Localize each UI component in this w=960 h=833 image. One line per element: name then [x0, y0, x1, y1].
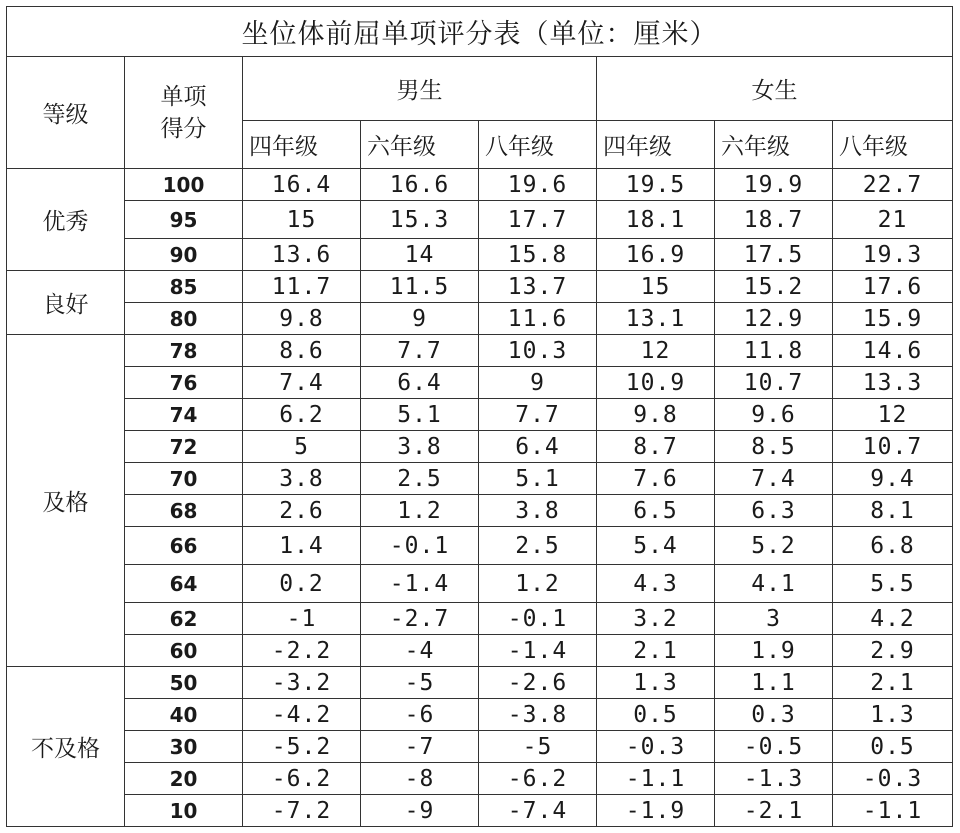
value-cell: 7.7 [479, 399, 597, 431]
table-row [7, 635, 953, 667]
value-cell: 7.4 [243, 367, 361, 399]
value-cell: -5 [479, 731, 597, 763]
level-cell: 及格 [7, 335, 125, 667]
value-cell: 11.5 [361, 271, 479, 303]
table-row [7, 527, 953, 565]
table-title: 坐位体前屈单项评分表（单位：厘米） [7, 7, 953, 57]
level-cell: 良好 [7, 271, 125, 335]
table-row [7, 795, 953, 827]
score-cell: 68 [125, 495, 243, 527]
value-cell: 1.4 [243, 527, 361, 565]
score-cell: 60 [125, 635, 243, 667]
value-cell: 2.5 [479, 527, 597, 565]
value-cell: 3.8 [479, 495, 597, 527]
score-cell: 10 [125, 795, 243, 827]
table-row [7, 271, 953, 303]
value-cell: 13.7 [479, 271, 597, 303]
value-cell: 0.2 [243, 565, 361, 603]
value-cell: 16.9 [597, 239, 715, 271]
value-cell: 0.5 [833, 731, 953, 763]
value-cell: -0.3 [833, 763, 953, 795]
value-cell: 5.5 [833, 565, 953, 603]
value-cell: -0.1 [361, 527, 479, 565]
score-cell: 85 [125, 271, 243, 303]
value-cell: -5 [361, 667, 479, 699]
value-cell: 6.5 [597, 495, 715, 527]
value-cell: 11.7 [243, 271, 361, 303]
value-cell: 5.4 [597, 527, 715, 565]
header-level: 等级 [7, 57, 125, 169]
value-cell: 19.6 [479, 169, 597, 201]
value-cell: 15.9 [833, 303, 953, 335]
score-cell: 78 [125, 335, 243, 367]
value-cell: 4.1 [715, 565, 833, 603]
value-cell: 8.7 [597, 431, 715, 463]
header-grade-male-8: 八年级 [479, 121, 597, 169]
value-cell: -7.2 [243, 795, 361, 827]
value-cell: 7.4 [715, 463, 833, 495]
score-cell: 66 [125, 527, 243, 565]
value-cell: 8.1 [833, 495, 953, 527]
value-cell: -5.2 [243, 731, 361, 763]
value-cell: -2.1 [715, 795, 833, 827]
value-cell: -2.7 [361, 603, 479, 635]
score-cell: 20 [125, 763, 243, 795]
value-cell: 11.8 [715, 335, 833, 367]
table-row [7, 763, 953, 795]
table-body [7, 169, 953, 827]
value-cell: 5 [243, 431, 361, 463]
value-cell: -1.1 [833, 795, 953, 827]
value-cell: 17.7 [479, 201, 597, 239]
value-cell: 7.7 [361, 335, 479, 367]
value-cell: -0.1 [479, 603, 597, 635]
value-cell: -2.6 [479, 667, 597, 699]
score-table-document [6, 6, 953, 827]
table-row [7, 431, 953, 463]
table-row [7, 303, 953, 335]
header-grade-male-6: 六年级 [361, 121, 479, 169]
header-grade-female-8: 八年级 [833, 121, 953, 169]
value-cell: 12 [833, 399, 953, 431]
header-female: 女生 [597, 57, 953, 121]
value-cell: -6.2 [243, 763, 361, 795]
value-cell: -8 [361, 763, 479, 795]
value-cell: 3.8 [361, 431, 479, 463]
value-cell: 11.6 [479, 303, 597, 335]
score-cell: 100 [125, 169, 243, 201]
value-cell: 5.1 [361, 399, 479, 431]
header-grade-female-4: 四年级 [597, 121, 715, 169]
value-cell: 1.3 [597, 667, 715, 699]
score-cell: 40 [125, 699, 243, 731]
score-cell: 50 [125, 667, 243, 699]
value-cell: 13.6 [243, 239, 361, 271]
value-cell: 2.1 [597, 635, 715, 667]
value-cell: -4 [361, 635, 479, 667]
score-cell: 62 [125, 603, 243, 635]
header-score: 单项得分 [125, 57, 243, 169]
value-cell: 5.2 [715, 527, 833, 565]
value-cell: 22.7 [833, 169, 953, 201]
value-cell: -4.2 [243, 699, 361, 731]
value-cell: 17.5 [715, 239, 833, 271]
value-cell: 6.4 [479, 431, 597, 463]
value-cell: 21 [833, 201, 953, 239]
value-cell: 15 [243, 201, 361, 239]
value-cell: -7 [361, 731, 479, 763]
score-cell: 30 [125, 731, 243, 763]
value-cell: 9 [361, 303, 479, 335]
value-cell: 16.6 [361, 169, 479, 201]
table-row [7, 603, 953, 635]
value-cell: 2.6 [243, 495, 361, 527]
table-row [7, 399, 953, 431]
score-cell: 90 [125, 239, 243, 271]
level-cell: 不及格 [7, 667, 125, 827]
table-row [7, 201, 953, 239]
header-grade-male-4: 四年级 [243, 121, 361, 169]
value-cell: -6.2 [479, 763, 597, 795]
value-cell: 10.7 [833, 431, 953, 463]
value-cell: 6.2 [243, 399, 361, 431]
value-cell: 10.9 [597, 367, 715, 399]
value-cell: 9.6 [715, 399, 833, 431]
table-row [7, 367, 953, 399]
header-male: 男生 [243, 57, 597, 121]
value-cell: -1.1 [597, 763, 715, 795]
value-cell: 19.5 [597, 169, 715, 201]
value-cell: 6.3 [715, 495, 833, 527]
value-cell: 9.8 [243, 303, 361, 335]
value-cell: 18.1 [597, 201, 715, 239]
value-cell: 15.2 [715, 271, 833, 303]
level-cell: 优秀 [7, 169, 125, 271]
value-cell: -0.5 [715, 731, 833, 763]
table-row [7, 699, 953, 731]
table-row [7, 239, 953, 271]
value-cell: 12 [597, 335, 715, 367]
score-cell: 80 [125, 303, 243, 335]
value-cell: -3.8 [479, 699, 597, 731]
value-cell: -9 [361, 795, 479, 827]
value-cell: 15.8 [479, 239, 597, 271]
value-cell: 1.2 [479, 565, 597, 603]
table-row [7, 169, 953, 201]
value-cell: 4.2 [833, 603, 953, 635]
value-cell: 6.8 [833, 527, 953, 565]
table-row [7, 731, 953, 763]
header-grade-female-6: 六年级 [715, 121, 833, 169]
table-row [7, 463, 953, 495]
value-cell: -1.4 [361, 565, 479, 603]
value-cell: 19.9 [715, 169, 833, 201]
value-cell: 13.3 [833, 367, 953, 399]
value-cell: 13.1 [597, 303, 715, 335]
table-row [7, 335, 953, 367]
value-cell: 0.5 [597, 699, 715, 731]
value-cell: 8.5 [715, 431, 833, 463]
value-cell: 17.6 [833, 271, 953, 303]
value-cell: 15.3 [361, 201, 479, 239]
value-cell: -0.3 [597, 731, 715, 763]
score-cell: 74 [125, 399, 243, 431]
value-cell: 6.4 [361, 367, 479, 399]
score-cell: 64 [125, 565, 243, 603]
value-cell: 1.1 [715, 667, 833, 699]
score-table [6, 6, 953, 827]
value-cell: -7.4 [479, 795, 597, 827]
value-cell: 5.1 [479, 463, 597, 495]
value-cell: 1.2 [361, 495, 479, 527]
value-cell: 7.6 [597, 463, 715, 495]
value-cell: -3.2 [243, 667, 361, 699]
value-cell: -1.9 [597, 795, 715, 827]
value-cell: 9 [479, 367, 597, 399]
value-cell: 15 [597, 271, 715, 303]
value-cell: 3.8 [243, 463, 361, 495]
value-cell: 4.3 [597, 565, 715, 603]
value-cell: -1 [243, 603, 361, 635]
value-cell: 19.3 [833, 239, 953, 271]
score-cell: 76 [125, 367, 243, 399]
value-cell: 2.9 [833, 635, 953, 667]
table-row [7, 565, 953, 603]
value-cell: 12.9 [715, 303, 833, 335]
value-cell: -2.2 [243, 635, 361, 667]
value-cell: 9.8 [597, 399, 715, 431]
value-cell: 10.7 [715, 367, 833, 399]
value-cell: 1.9 [715, 635, 833, 667]
table-row [7, 495, 953, 527]
score-cell: 70 [125, 463, 243, 495]
score-cell: 72 [125, 431, 243, 463]
score-cell: 95 [125, 201, 243, 239]
value-cell: 3.2 [597, 603, 715, 635]
value-cell: 2.1 [833, 667, 953, 699]
value-cell: -6 [361, 699, 479, 731]
value-cell: 3 [715, 603, 833, 635]
value-cell: 1.3 [833, 699, 953, 731]
value-cell: -1.3 [715, 763, 833, 795]
value-cell: 16.4 [243, 169, 361, 201]
value-cell: 0.3 [715, 699, 833, 731]
value-cell: 8.6 [243, 335, 361, 367]
value-cell: 18.7 [715, 201, 833, 239]
value-cell: 14 [361, 239, 479, 271]
value-cell: -1.4 [479, 635, 597, 667]
value-cell: 2.5 [361, 463, 479, 495]
value-cell: 9.4 [833, 463, 953, 495]
table-row [7, 667, 953, 699]
value-cell: 10.3 [479, 335, 597, 367]
value-cell: 14.6 [833, 335, 953, 367]
